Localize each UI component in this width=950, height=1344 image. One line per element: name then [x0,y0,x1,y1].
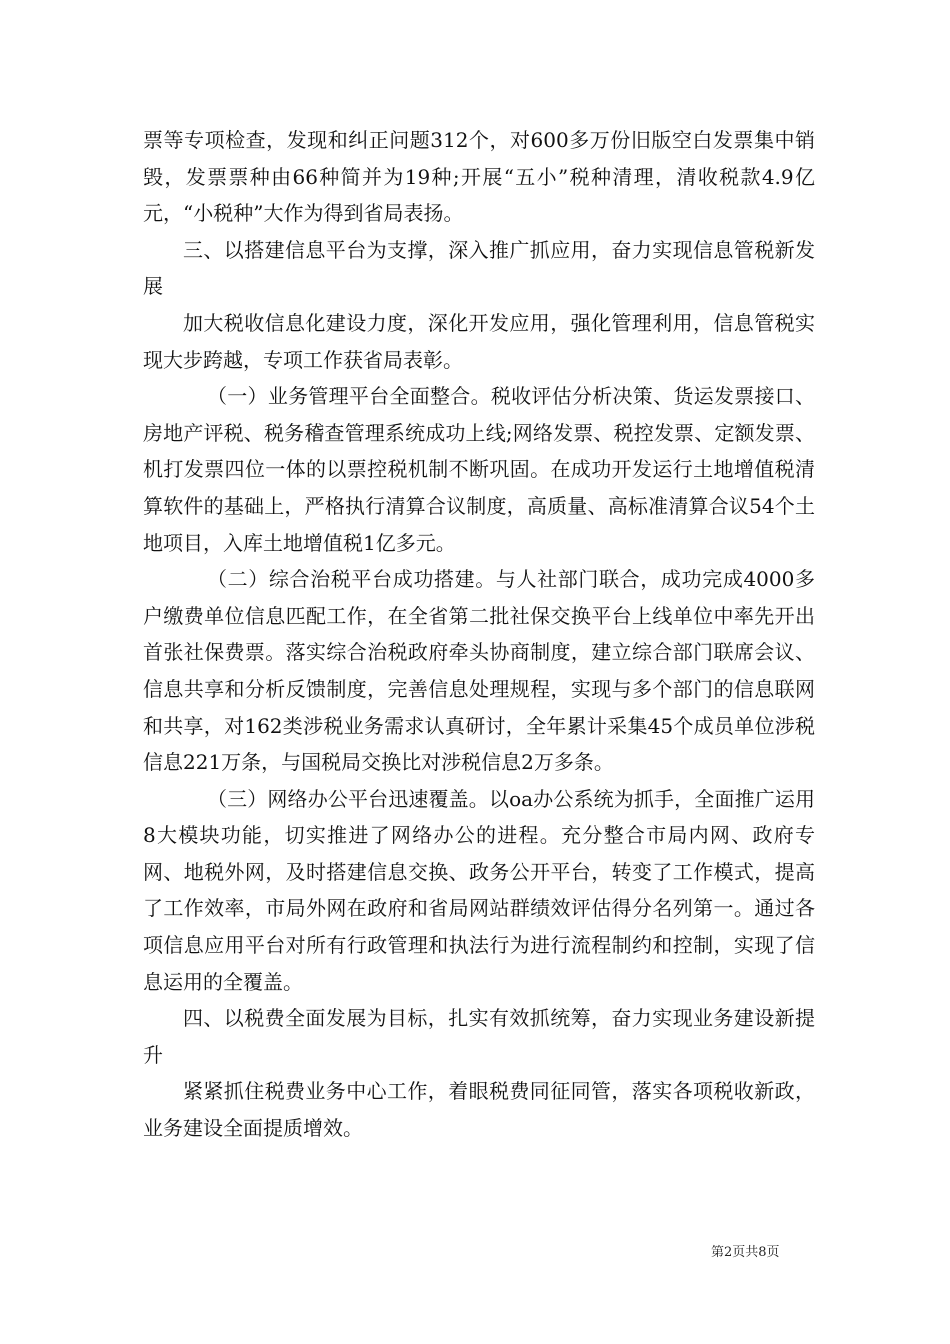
paragraph-item-one: （一）业务管理平台全面整合。税收评估分析决策、货运发票接口、房地产评税、税务稽查管理系统成功上线;网络发票、税控发票、定额发票、机打发票四位一体的以票控税机制不断巩固。在成功开发运行土地增值税清算软件的基础上，严格执行清算合议制度，高质量、高标准清算合议54个土地项目，入库土地增值税1亿多元。 [143,384,815,555]
paragraph-continuation: 票等专项检查，发现和纠正问题312个，对600多万份旧版空白发票集中销毁，发票票种由66种简并为19种;开展“五小”税种清理，清收税款4.9亿元，“小税种”大作为得到省局表扬。 [143,128,815,226]
paragraph-item-three: （三）网络办公平台迅速覆盖。以oa办公系统为抓手，全面推广运用8大模块功能，切实推进了网络办公的进程。充分整合市局内网、政府专网、地税外网，及时搭建信息交换、政务公开平台，转变了工作模式，提高了工作效率，市局外网在政府和省局网站群绩效评估得分名列第一。通过各项信息应用平台对所有行政管理和执法行为进行流程制约和控制，实现了信息运用的全覆盖。 [143,786,815,994]
section-heading-four: 四、以税费全面发展为目标，扎实有效抓统筹，奋力实现业务建设新提升 [143,1006,815,1067]
page-number: 第2页共8页 [711,1245,780,1260]
paragraph-intro-four: 紧紧抓住税费业务中心工作，着眼税费同征同管，落实各项税收新政，业务建设全面提质增效。 [143,1079,815,1141]
paragraph-intro-three: 加大税收信息化建设力度，深化开发应用，强化管理利用，信息管税实现大步跨越，专项工作获省局表彰。 [143,310,815,372]
paragraph-item-two: （二）综合治税平台成功搭建。与人社部门联合，成功完成4000多户缴费单位信息匹配工作，在全省第二批社保交换平台上线单位中率先开出首张社保费票。落实综合治税政府牵头协商制度，建立综合部门联席会议、信息共享和分析反馈制度，完善信息处理规程，实现与多个部门的信息联网和共享，对162类涉税业务需求认真研讨，全年累计采集45个成员单位涉税信息221万条，与国税局交换比对涉税信息2万多条。 [143,567,815,775]
section-heading-three: 三、以搭建信息平台为支撑，深入推广抓应用，奋力实现信息管税新发展 [143,237,815,299]
document-body [143,122,815,1147]
